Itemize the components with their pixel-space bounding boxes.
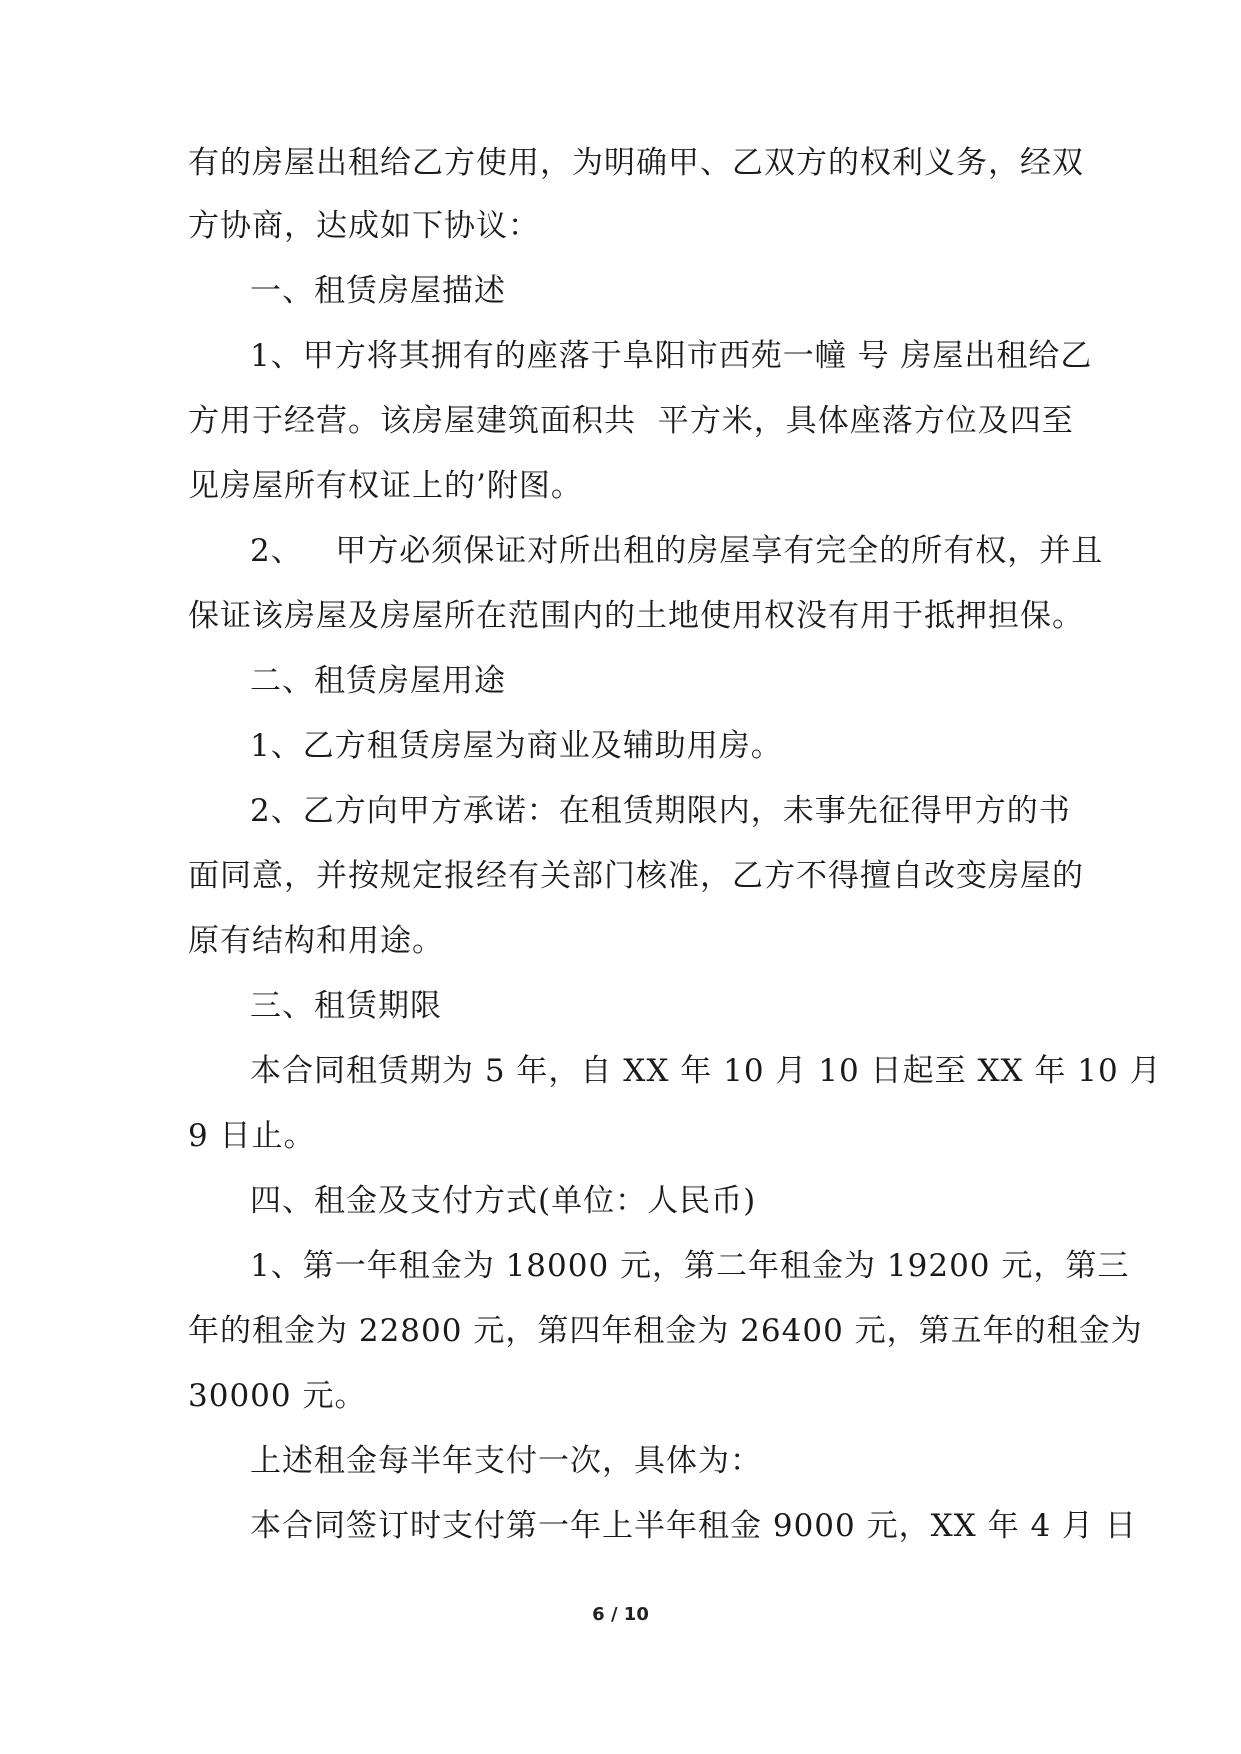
section-heading: 三、租赁期限 — [250, 988, 442, 1024]
body-line: 本合同租赁期为 5 年，自 XX 年 10 月 10 日起至 XX 年 10 月 — [250, 1053, 1162, 1089]
body-line: 见房屋所有权证上的’附图。 — [188, 468, 583, 504]
body-line: 方协商，达成如下协议： — [188, 208, 540, 244]
body-line: 保证该房屋及房屋所在范围内的土地使用权没有用于抵押担保。 — [188, 598, 1084, 634]
body-line: 方用于经营。该房屋建筑面积共 平方米，具体座落方位及四至 — [188, 403, 1074, 439]
body-line: 有的房屋出租给乙方使用，为明确甲、乙双方的权利义务，经双 — [188, 145, 1084, 181]
body-line: 原有结构和用途。 — [188, 923, 444, 959]
page-number: 6 / 10 — [592, 1604, 649, 1625]
section-heading: 四、租金及支付方式(单位：人民币) — [250, 1183, 757, 1219]
body-line: 2、乙方向甲方承诺：在租赁期限内，未事先征得甲方的书 — [250, 793, 1071, 829]
section-heading: 二、租赁房屋用途 — [250, 663, 506, 699]
body-line: 本合同签订时支付第一年上半年租金 9000 元，XX 年 4 月 日 — [250, 1508, 1137, 1544]
body-line: 1、乙方租赁房屋为商业及辅助用房。 — [250, 728, 783, 764]
body-line: 9 日止。 — [188, 1118, 316, 1154]
body-line: 1、甲方将其拥有的座落于阜阳市西苑一幢 号 房屋出租给乙 — [250, 338, 1093, 374]
body-line: 上述租金每半年支付一次，具体为： — [250, 1443, 762, 1479]
body-line: 年的租金为 22800 元，第四年租金为 26400 元，第五年的租金为 — [188, 1313, 1143, 1349]
body-line: 面同意，并按规定报经有关部门核准，乙方不得擅自改变房屋的 — [188, 858, 1084, 894]
body-line: 2、 甲方必须保证对所出租的房屋享有完全的所有权，并且 — [250, 533, 1104, 569]
body-line: 30000 元。 — [188, 1378, 367, 1414]
body-line: 1、第一年租金为 18000 元，第二年租金为 19200 元，第三 — [250, 1248, 1130, 1284]
section-heading: 一、租赁房屋描述 — [250, 273, 506, 309]
